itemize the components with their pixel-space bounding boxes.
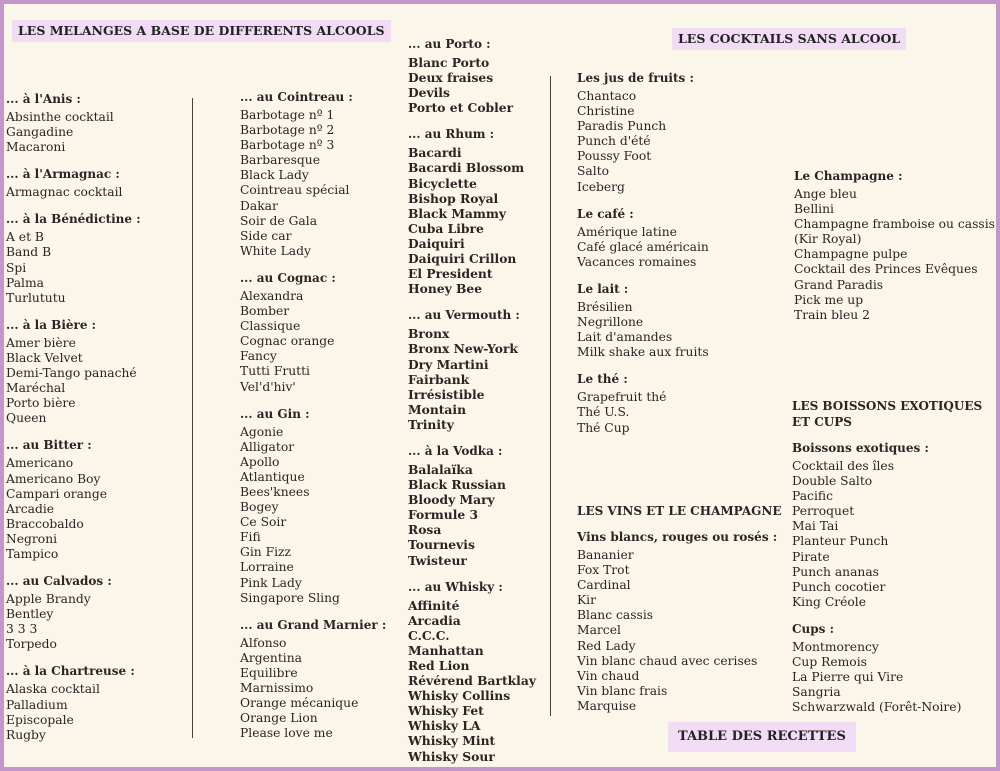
recipe-item: Montain [408,401,467,417]
category-title: Le thé : [577,372,628,387]
recipe-item: Thé Cup [577,420,630,435]
category-block [6,211,186,305]
recipe-item: Vacances romaines [577,254,697,269]
recipe-item: Ange bleu [794,187,857,201]
recipe-item: Schwarzwald (Forêt-Noire) [792,700,962,715]
category-title: ... à la Bénédictine : [6,212,141,227]
recipe-item: Bees'knees [240,484,310,499]
recipe-item: Blanc Porto [408,55,490,70]
category-title: Cups : [792,621,835,636]
category-title: ... au Calvados : [6,574,112,589]
recipe-item: Band B [6,245,52,260]
recipe-list [577,548,787,714]
recipe-item: Cup Remois [792,655,867,670]
recipe-item: Arcadia [408,612,461,628]
recipe-item: Demi-Tango panaché [6,366,137,381]
recipe-item: Apollo [240,454,280,469]
recipe-item: Rugby [6,727,46,742]
category-block [6,663,186,742]
category-block [408,36,548,115]
recipe-item: Barbotage nº 3 [240,138,335,153]
recipe-item: Balalaïka [408,461,473,477]
recipe-item: Whisky Fet [408,703,484,719]
category-title: Les jus de fruits : [577,71,694,85]
recipe-item: Arcadie [6,501,55,516]
recipe-item: Twisteur [408,552,467,568]
recipe-list [6,230,186,305]
category-title: ... à l'Anis : [6,92,81,106]
banner-melanges: LES MELANGES A BASE DE DIFFERENTS ALCOOLS [12,20,391,42]
column-alcohols-3 [408,36,548,767]
recipe-item: El President [408,266,493,282]
category-block [240,270,400,395]
banner-table-des-recettes: TABLE DES RECETTES [668,722,856,752]
recipe-list [240,289,400,395]
recipe-item: Negroni [6,531,58,546]
recipe-item: Side car [240,228,292,243]
recipe-item: Punch cocotier [792,579,886,594]
recipe-item: 3 3 3 [6,622,38,637]
recipe-list [240,108,400,259]
recipe-item: Whisky Collins [408,688,511,704]
category-title: ... au Bitter : [6,438,92,453]
recipe-item: Whisky Sour [408,748,495,764]
recipe-item: Fifi [240,530,261,545]
recipe-item: Turlututu [6,290,66,305]
recipe-item: Blanc cassis [577,608,654,623]
category-title: Le café : [577,206,634,221]
recipe-item: Barbotage nº 2 [240,123,335,138]
recipe-list [6,592,186,652]
recipe-item: Honey Bee [408,281,483,297]
recipe-item: C.C.C. [408,627,450,643]
recipe-item: Bloody Mary [408,492,495,508]
banner-sans-alcool: LES COCKTAILS SANS ALCOOL [672,28,906,50]
recipe-item: King Créole [792,594,866,609]
category-title: Vins blancs, rouges ou rosés : [577,530,778,544]
recipe-item: Armagnac cocktail [6,185,123,200]
recipe-item: Whisky Mint [408,733,496,749]
recipe-item: Grand Paradis [794,277,884,292]
section-heading-vins: LES VINS ET LE CHAMPAGNE [577,504,782,518]
category-title: ... à la Chartreuse : [6,664,135,679]
recipe-item: Torpedo [6,637,57,652]
recipe-item: Salto [577,164,610,179]
recipe-item: Vin blanc chaud avec cerises [577,653,758,668]
column-sans-alcool [577,70,777,447]
recipe-item: Black Velvet [6,350,83,365]
recipe-item: Agonie [240,424,284,439]
category-title: ... au Cointreau : [240,90,353,104]
recipe-index-page [4,4,996,767]
recipe-item: Vel'd'hiv' [240,379,296,394]
recipe-item: Affinité [408,597,460,613]
section-vins [577,503,787,714]
category-title: ... au Whisky : [408,579,503,594]
recipe-item: Manhattan [408,642,484,658]
recipe-item: Formule 3 [408,507,479,523]
recipe-item: Double Salto [792,474,873,489]
recipe-item: Argentina [240,650,302,665]
category-title: ... au Cognac : [240,270,336,285]
recipe-item: Lorraine [240,560,294,575]
recipe-item: Kir [577,593,596,608]
category-block [577,206,777,270]
column-divider [192,98,193,738]
recipe-item: Singapore Sling [240,590,340,605]
recipe-item: Alligator [240,439,295,454]
recipe-item: Chantaco [577,89,637,103]
category-block [240,406,400,606]
recipe-item: Révérend Bartklay [408,673,536,689]
section-champagne [794,168,994,334]
recipe-list [577,390,777,435]
recipe-item: Champagne pulpe [794,247,908,262]
section-heading-exotiques: LES BOISSONS EXOTIQUES ET CUPS [792,399,983,429]
recipe-item: Amérique latine [577,224,677,239]
recipe-item: Daiquiri [408,235,465,251]
recipe-item: Bacardi [408,145,462,161]
section-exotiques [792,398,992,726]
category-title: ... à la Vodka : [408,443,503,458]
column-alcohols-2 [240,89,400,752]
recipe-item: Montmorency [792,639,879,654]
recipe-item: Bellini [794,202,834,217]
recipe-item: Braccobaldo [6,516,84,531]
recipe-item: Vin chaud [577,668,640,683]
recipe-item: Red Lion [408,658,470,673]
recipe-item: Soir de Gala [240,213,318,228]
recipe-item: Bicyclette [408,175,477,191]
recipe-list [577,89,777,195]
category-block [408,126,548,296]
category-block [577,70,777,195]
recipe-item: Macaroni [6,140,66,155]
recipe-item: Rosa [408,522,442,538]
recipe-item: Fancy [240,349,277,364]
recipe-item: Alexandra [240,288,304,303]
recipe-item: Dakar [240,198,278,213]
recipe-item: Fairbank [408,371,470,387]
category-block [792,621,992,715]
recipe-item: Equilibre [240,665,298,680]
recipe-item: Queen [6,411,47,426]
category-title: ... au Porto : [408,37,491,51]
recipe-item: Bacardi Blossom [408,160,525,176]
recipe-item: Tournevis [408,537,475,553]
recipe-item: Planteur Punch [792,534,889,549]
recipe-item: White Lady [240,243,311,258]
recipe-item: Daiquiri Crillon [408,251,517,267]
recipe-list [577,300,777,360]
recipe-item: (Kir Royal) [794,232,862,247]
recipe-item: Negrillone [577,315,644,330]
recipe-item: Ce Soir [240,515,287,530]
recipe-list [794,187,994,323]
recipe-item: Classique [240,319,301,334]
recipe-item: Poussy Foot [577,149,652,164]
recipe-item: Deux fraises [408,70,494,86]
recipe-item: Atlantique [240,469,305,484]
category-title: Le Champagne : [794,169,903,183]
recipe-item: Irrésistible [408,386,485,402]
recipe-item: Alfonso [240,635,287,650]
category-block [6,437,186,562]
category-block [408,307,548,432]
recipe-item: Black Mammy [408,205,507,221]
recipe-item: Perroquet [792,504,855,519]
recipe-item: Mai Tai [792,519,839,534]
recipe-item: Please love me [240,726,333,741]
recipe-item: Red Lady [577,638,636,653]
recipe-list [6,456,186,562]
recipe-item: Amer bière [6,335,76,350]
recipe-item: Thé U.S. [577,405,630,420]
recipe-item: Pacific [792,489,833,504]
category-block [408,443,548,568]
recipe-item: Apple Brandy [6,592,91,607]
category-block [6,91,186,155]
recipe-item: Whisky LA [408,718,481,734]
category-title: ... à l'Armagnac : [6,167,120,182]
recipe-item: Train bleu 2 [794,307,870,322]
recipe-item: Cocktail des Princes Evêques [794,262,978,277]
recipe-item: Marnissimo [240,681,314,695]
category-block [240,89,400,259]
category-title: ... au Vermouth : [408,308,520,323]
recipe-item: Americano Boy [6,471,101,486]
category-title: ... à la Bière : [6,317,97,332]
recipe-item: Bronx New-York [408,341,518,357]
recipe-list [6,336,186,427]
recipe-item: Orange Lion [240,711,318,726]
recipe-item: Campari orange [6,486,108,501]
recipe-list [6,185,186,200]
recipe-item: Bentley [6,607,54,622]
recipe-item: Alaska cocktail [6,682,100,697]
category-title: Boissons exotiques : [792,441,929,455]
category-title: Le lait : [577,281,629,296]
recipe-list [240,636,400,742]
category-title: ... au Rhum : [408,127,495,142]
category-block [6,573,186,652]
recipe-item: Punch ananas [792,564,879,579]
recipe-item: Cognac orange [240,334,335,349]
recipe-item: Episcopale [6,712,74,727]
recipe-item: Pirate [792,549,830,564]
category-block [6,317,186,427]
recipe-item: Iceberg [577,179,625,194]
category-block [577,371,777,435]
recipe-item: Barbaresque [240,153,320,168]
recipe-item: Spi [6,260,27,275]
recipe-item: Christine [577,104,635,119]
recipe-item: Porto et Cobler [408,100,514,116]
recipe-item: Black Lady [240,168,309,183]
recipe-item: Bishop Royal [408,190,499,206]
recipe-item: Cocktail des îles [792,459,895,473]
category-block [794,168,994,323]
category-title: ... au Grand Marnier : [240,617,387,632]
recipe-item: Black Russian [408,477,506,493]
recipe-item: Barbotage nº 1 [240,108,335,122]
category-title: ... au Gin : [240,406,310,421]
recipe-item: Trinity [408,416,454,432]
recipe-item: Gangadine [6,125,74,140]
category-block [240,617,400,742]
recipe-item: Lait d'amandes [577,330,673,345]
recipe-item: Brésilien [577,299,633,314]
recipe-item: Fox Trot [577,563,630,578]
recipe-item: Palladium [6,697,68,712]
category-block [792,440,992,610]
category-block [408,579,548,764]
recipe-item: Gin Fizz [240,545,292,560]
recipe-list [792,459,992,610]
column-divider [550,76,551,716]
recipe-item: Americano [6,456,74,471]
recipe-list [408,55,548,115]
recipe-list [408,326,548,432]
recipe-item: Pink Lady [240,575,302,590]
recipe-list [408,598,548,764]
recipe-item: Bananier [577,548,634,562]
recipe-item: Tutti Frutti [240,364,310,379]
recipe-item: Grapefruit thé [577,390,667,405]
recipe-item: Marquise [577,698,637,713]
recipe-item: Marcel [577,623,621,638]
recipe-item: Punch d'été [577,134,651,149]
column-alcohols-1 [6,91,186,754]
recipe-list [6,110,186,155]
category-block [577,281,777,360]
recipe-item: Porto bière [6,396,76,411]
recipe-item: Vin blanc frais [577,683,668,698]
recipe-item: Devils [408,85,450,101]
recipe-item: Bogey [240,500,279,515]
recipe-item: Orange mécanique [240,696,359,711]
recipe-item: La Pierre qui Vire [792,670,904,685]
recipe-item: Cuba Libre [408,220,484,236]
recipe-item: Dry Martini [408,356,489,372]
recipe-item: Bronx [408,326,450,342]
recipe-item: Café glacé américain [577,239,709,254]
recipe-item: Palma [6,275,44,290]
recipe-list [792,640,992,715]
recipe-item: Milk shake aux fruits [577,345,709,360]
recipe-item: Absinthe cocktail [6,110,114,124]
recipe-list [240,425,400,606]
recipe-item: Cardinal [577,578,631,593]
recipe-list [6,682,186,742]
recipe-item: Maréchal [6,381,66,396]
recipe-item: Cointreau spécial [240,183,350,198]
recipe-item: Tampico [6,546,59,561]
recipe-list [577,225,777,270]
recipe-list [408,145,548,296]
recipe-item: Champagne framboise ou cassis [794,217,995,232]
recipe-item: Pick me up [794,292,864,307]
category-block [6,166,186,200]
recipe-list [408,462,548,568]
recipe-item: Sangria [792,685,841,700]
recipe-item: Paradis Punch [577,119,667,134]
recipe-item: A et B [6,230,44,245]
recipe-item: Bomber [240,304,290,319]
